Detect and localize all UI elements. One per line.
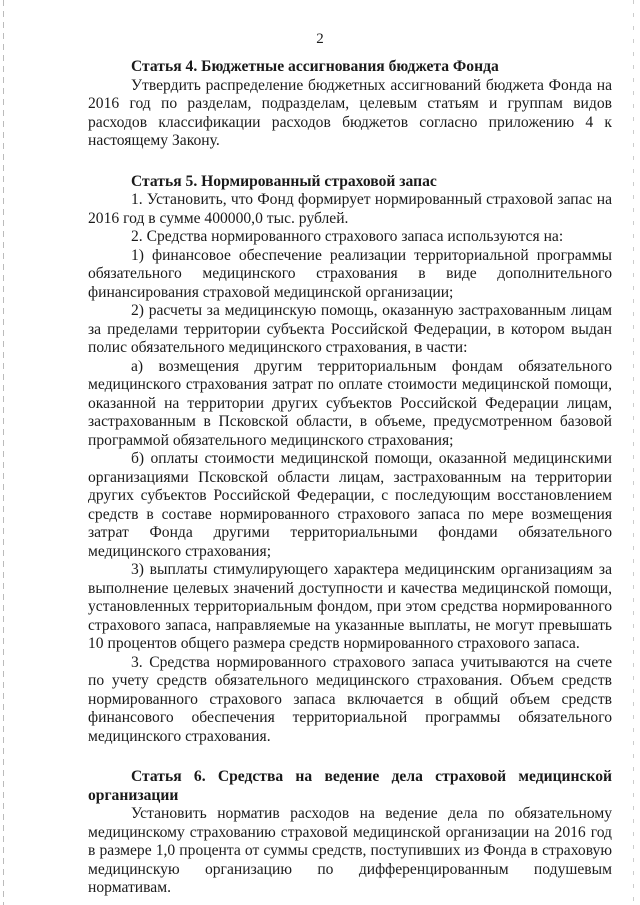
article-5-paragraph: 1) финансовое обеспечение реализации территориальной программы обязательного медицинского страхования в виде дополнительного финансирования страховой медицинской организации; — [88, 246, 612, 301]
article-4-paragraph: Утвердить распределение бюджетных ассигнований бюджета Фонда на 2016 год по разделам, подразделам, целевым статьям и группам видов расходов классификации расходов бюджетов согласно приложению 4 к настоящему Закону. — [88, 76, 612, 149]
article-4-heading: Статья 4. Бюджетные ассигнования бюджета Фонда — [131, 58, 499, 75]
article-5-paragraph: а) возмещения другим территориальным фондам обязательного медицинского страхования затрат по оплате стоимости медицинской помощи, оказанной на территории других субъектов Российской Федерации лицам, застрахованным в Псковской области, в объеме, предусмотренном базовой программой обязательного медицинского страхования; — [88, 357, 612, 449]
article-5-paragraph: б) оплаты стоимости медицинской помощи, оказанной медицинскими организациями Псковской области лицам, застрахованным на территории других субъектов Российской Федерации, с последующим восстановлением средств в составе нормированного страхового запаса по мере возмещения затрат Фонда другими территориальными фондами обязательного медицинского страхования; — [88, 450, 612, 560]
article-5-paragraph: 3. Средства нормированного страхового запаса учитываются на счете по учету средств обязательного медицинского страхования. Объем средств нормированного страхового запаса включается в общий объем средств финансового обеспечения территориальной программы обязательного медицинского страхования. — [88, 653, 612, 745]
document-body — [88, 58, 612, 898]
scan-edge-left — [3, 0, 4, 905]
article-5-paragraph: 1. Установить, что Фонд формирует нормированный страховой запас на 2016 год в сумме 400000,0 тыс. рублей. — [88, 191, 612, 227]
article-5-paragraph: 3) выплаты стимулирующего характера медицинским организациям за выполнение целевых значений доступности и качества медицинской помощи, установленных территориальным фондом, при этом средства нормированного страхового запаса, направляемые на указанные выплаты, не могут превышать 10 процентов общего размера средств нормированного страхового запаса. — [88, 561, 612, 652]
article-5-paragraph: 2. Средства нормированного страхового запаса используются на: — [131, 228, 564, 245]
article-6-heading: Статья 6. Средства на ведение дела страховой медицинской организации — [88, 768, 612, 804]
article-5-heading: Статья 5. Нормированный страховой запас — [131, 172, 437, 190]
scan-edge-right — [633, 0, 634, 905]
page-number: 2 — [316, 31, 324, 47]
section-spacer — [88, 151, 612, 173]
article-6-paragraph: Установить норматив расходов на ведение дела по обязательному медицинскому страхованию страховой медицинской организации на 2016 год в размере 1,0 процента от суммы средств, поступивших из Фонда в страховую медицинскую организацию по дифференцированным подушевым нормативам. — [88, 805, 612, 896]
section-spacer — [88, 746, 612, 768]
article-5-paragraph: 2) расчеты за медицинскую помощь, оказанную застрахованным лицам за пределами территории субъекта Российской Федерации, в котором выдан полис обязательного медицинского страхования, в части: — [88, 302, 612, 356]
